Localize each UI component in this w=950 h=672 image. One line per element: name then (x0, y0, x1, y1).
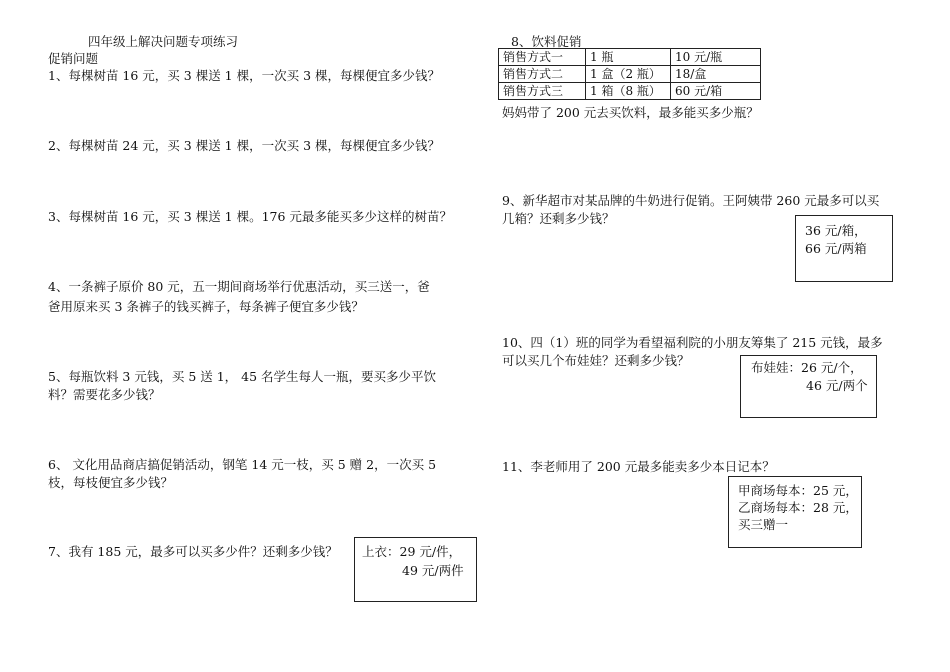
question-3: 3、每棵树苗 16 元，买 3 棵送 1 棵。176 元最多能买多少这样的树苗？ (48, 209, 452, 224)
table-cell: 10 元/瓶 (671, 49, 761, 66)
price-box-line-3: 买三赠一 (738, 517, 789, 532)
question-4-line-1: 4、一条裤子原价 80 元，五一期间商场举行优惠活动，买三送一，爸 (48, 279, 430, 294)
table-cell: 1 瓶 (586, 49, 671, 66)
table-cell: 1 盒（2 瓶） (586, 66, 671, 83)
price-box-milk (795, 215, 893, 282)
price-box-line-1: 上衣：29 元/件， (362, 544, 462, 559)
table-row (499, 49, 761, 66)
question-10-line-1: 10、四（1）班的同学为看望福利院的小朋友筹集了 215 元钱，最多 (502, 335, 883, 350)
question-4-line-2: 爸用原来买 3 条裤子的钱买裤子，每条裤子便宜多少钱？ (48, 299, 364, 314)
table-row (499, 83, 761, 100)
question-9-line-2: 几箱？还剩多少钱？ (502, 211, 615, 226)
question-7: 7、我有 185 元，最多可以买多少件？还剩多少钱？ (48, 544, 338, 559)
price-box-line-1: 甲商场每本：25 元， (738, 483, 858, 498)
table-row (499, 66, 761, 83)
sales-method-table (498, 48, 761, 100)
question-6-line-2: 枝，每枝便宜多少钱？ (48, 475, 174, 490)
question-5-line-1: 5、每瓶饮料 3 元钱，买 5 送 1， 45 名学生每人一瓶，要买多少平饮 (48, 369, 437, 384)
table-cell: 销售方式三 (499, 83, 586, 100)
price-box-line-2: 66 元/两箱 (805, 241, 867, 256)
price-box-line-2: 46 元/两个 (806, 378, 868, 393)
page-title: 四年级上解决问题专项练习 (88, 34, 239, 49)
question-2: 2、每棵树苗 24 元，买 3 棵送 1 棵，一次买 3 棵，每棵便宜多少钱？ (48, 138, 441, 153)
section-heading: 促销问题 (48, 51, 99, 66)
question-10-line-2: 可以买几个布娃娃？还剩多少钱？ (502, 353, 690, 368)
table-cell: 销售方式二 (499, 66, 586, 83)
price-box-line-2: 49 元/两件 (402, 563, 464, 578)
price-box-dolls (740, 355, 877, 418)
question-5-line-2: 料？需要花多少钱？ (48, 387, 161, 402)
price-box-line-2: 乙商场每本：28 元， (738, 500, 858, 515)
table-cell: 60 元/箱 (671, 83, 761, 100)
question-1: 1、每棵树苗 16 元，买 3 棵送 1 棵，一次买 3 棵，每棵便宜多少钱？ (48, 68, 441, 83)
question-9-line-1: 9、新华超市对某品牌的牛奶进行促销。王阿姨带 260 元最多可以买 (502, 193, 880, 208)
table-cell: 18/盒 (671, 66, 761, 83)
question-8-title: 8、饮料促销 (511, 34, 582, 49)
question-8-text: 妈妈带了 200 元去买饮料，最多能买多少瓶？ (502, 105, 759, 120)
price-box-line-1: 布娃娃：26 元/个， (751, 360, 863, 375)
table-cell: 1 箱（8 瓶） (586, 83, 671, 100)
price-box-diaries (728, 476, 862, 548)
price-box-shirts (354, 537, 477, 602)
question-11: 11、李老师用了 200 元最多能卖多少本日记本？ (502, 459, 775, 474)
price-box-line-1: 36 元/箱， (805, 223, 867, 238)
question-6-line-1: 6、 文化用品商店搞促销活动，钢笔 14 元一枝，买 5 赠 2，一次买 5 (48, 457, 437, 472)
table-cell: 销售方式一 (499, 49, 586, 66)
